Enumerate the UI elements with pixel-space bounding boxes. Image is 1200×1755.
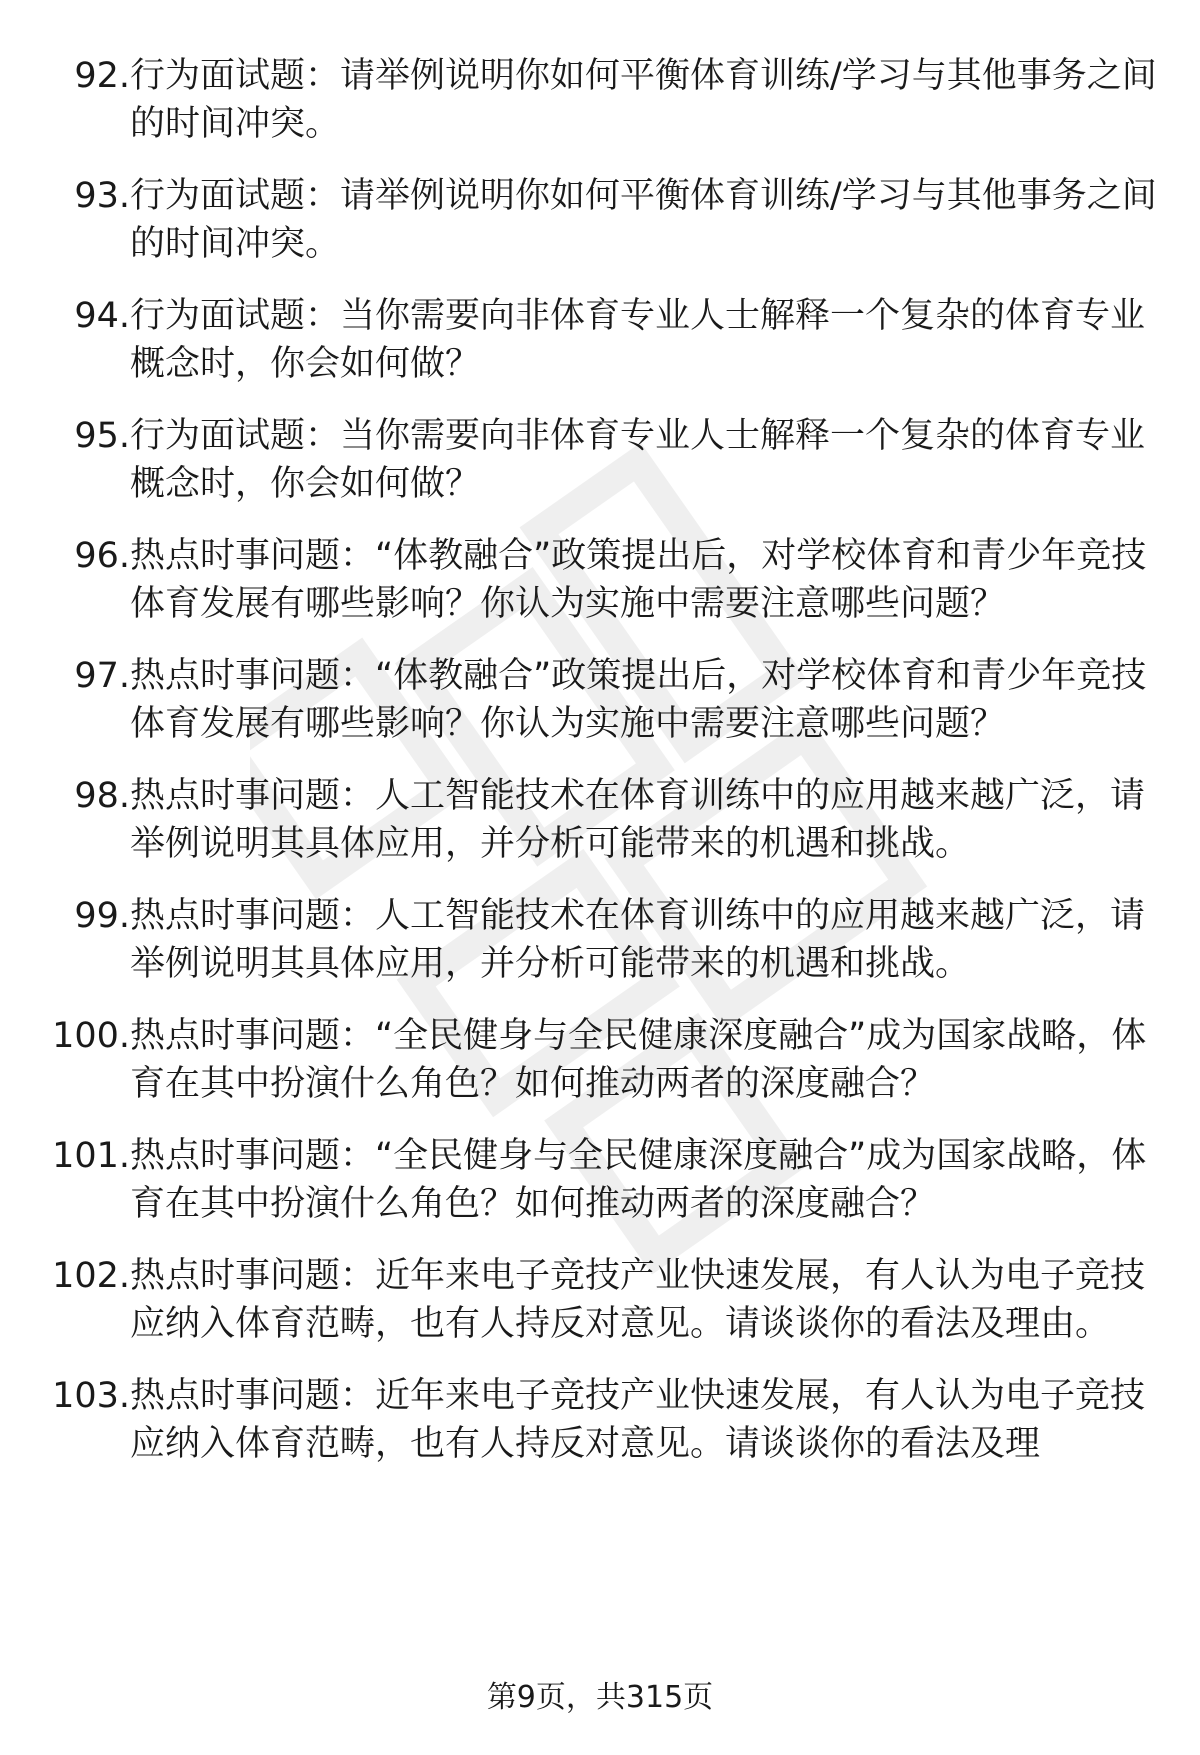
question-number: 94. bbox=[74, 296, 130, 336]
list-item bbox=[0, 1012, 1200, 1108]
question-text: 热点时事问题：“全民健身与全民健康深度融合”成为国家战略，体育在其中扮演什么角色？如何推动两者的深度融合？ bbox=[130, 1016, 1147, 1104]
question-number: 102. bbox=[52, 1256, 130, 1296]
list-item bbox=[0, 892, 1200, 988]
list-item bbox=[0, 772, 1200, 868]
list-item bbox=[0, 1132, 1200, 1228]
question-text: 行为面试题：请举例说明你如何平衡体育训练/学习与其他事务之间的时间冲突。 bbox=[130, 56, 1157, 144]
list-item bbox=[0, 532, 1200, 628]
question-text: 热点时事问题：近年来电子竞技产业快速发展，有人认为电子竞技应纳入体育范畴，也有人持反对意见。请谈谈你的看法及理由。 bbox=[130, 1256, 1146, 1344]
list-item bbox=[0, 652, 1200, 748]
question-text: 热点时事问题：人工智能技术在体育训练中的应用越来越广泛，请举例说明其具体应用，并分析可能带来的机遇和挑战。 bbox=[130, 776, 1146, 864]
page-footer: 第9页，共315页 bbox=[486, 1680, 714, 1715]
question-number: 95. bbox=[74, 416, 130, 456]
question-text: 热点时事问题：近年来电子竞技产业快速发展，有人认为电子竞技应纳入体育范畴，也有人持反对意见。请谈谈你的看法及理 bbox=[130, 1376, 1146, 1464]
question-text: 热点时事问题：“全民健身与全民健康深度融合”成为国家战略，体育在其中扮演什么角色？如何推动两者的深度融合？ bbox=[130, 1136, 1147, 1224]
question-number: 100. bbox=[52, 1016, 130, 1056]
question-text: 热点时事问题：“体教融合”政策提出后，对学校体育和青少年竞技体育发展有哪些影响？你认为实施中需要注意哪些问题？ bbox=[130, 656, 1147, 744]
question-text: 行为面试题：当你需要向非体育专业人士解释一个复杂的体育专业概念时，你会如何做？ bbox=[130, 416, 1146, 504]
question-number: 93. bbox=[74, 176, 130, 216]
list-item bbox=[0, 172, 1200, 268]
question-text: 热点时事问题：人工智能技术在体育训练中的应用越来越广泛，请举例说明其具体应用，并分析可能带来的机遇和挑战。 bbox=[130, 896, 1146, 984]
question-number: 98. bbox=[74, 776, 130, 816]
list-item bbox=[0, 52, 1200, 148]
list-item bbox=[0, 1372, 1200, 1468]
list-item bbox=[0, 292, 1200, 388]
list-item bbox=[0, 412, 1200, 508]
question-text: 热点时事问题：“体教融合”政策提出后，对学校体育和青少年竞技体育发展有哪些影响？你认为实施中需要注意哪些问题？ bbox=[130, 536, 1147, 624]
question-list bbox=[0, 52, 1200, 1492]
question-text: 行为面试题：请举例说明你如何平衡体育训练/学习与其他事务之间的时间冲突。 bbox=[130, 176, 1157, 264]
list-item bbox=[0, 1252, 1200, 1348]
question-number: 92. bbox=[74, 56, 130, 96]
question-number: 99. bbox=[74, 896, 130, 936]
question-number: 103. bbox=[52, 1376, 130, 1416]
question-number: 97. bbox=[74, 656, 130, 696]
question-text: 行为面试题：当你需要向非体育专业人士解释一个复杂的体育专业概念时，你会如何做？ bbox=[130, 296, 1146, 384]
question-number: 96. bbox=[74, 536, 130, 576]
question-number: 101. bbox=[52, 1136, 130, 1176]
